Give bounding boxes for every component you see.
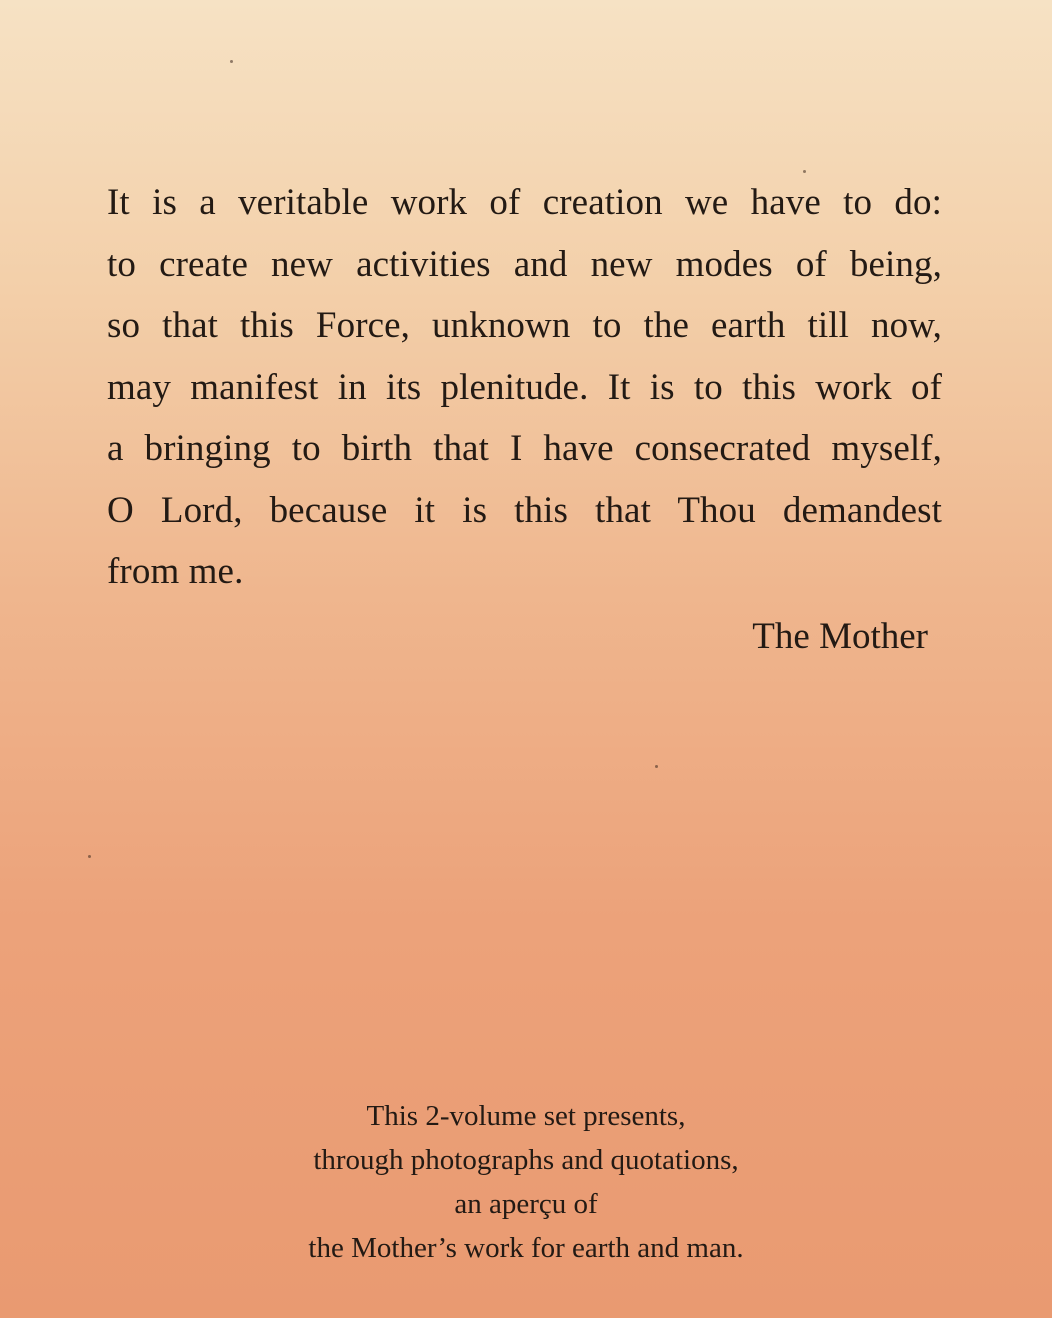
paper-speck [230, 60, 233, 63]
description-line: an aperçu of [454, 1188, 598, 1220]
quote-line: to create new activities and new modes of being, [107, 243, 942, 285]
quote-line: It is a veritable work of creation we have to do: [107, 182, 942, 223]
description-line: This 2-volume set presents, [366, 1100, 686, 1132]
quote-line: so that this Force, unknown to the earth till now, [107, 305, 942, 346]
quote-line: may manifest in its plenitude. It is to this work of [107, 366, 942, 408]
quote-line: a bringing to birth that I have consecrated myself, [107, 428, 942, 469]
book-description [0, 1094, 1052, 1270]
quote-attribution: The Mother [752, 616, 928, 657]
description-line: the Mother’s work for earth and man. [308, 1232, 744, 1264]
quote-block [107, 172, 942, 603]
quote-line: O Lord, because it is this that Thou demandest [107, 489, 942, 531]
paper-speck [655, 765, 658, 768]
description-line: through photographs and quotations, [313, 1144, 739, 1176]
paper-speck [88, 855, 91, 858]
quote-line: from me. [107, 551, 244, 592]
